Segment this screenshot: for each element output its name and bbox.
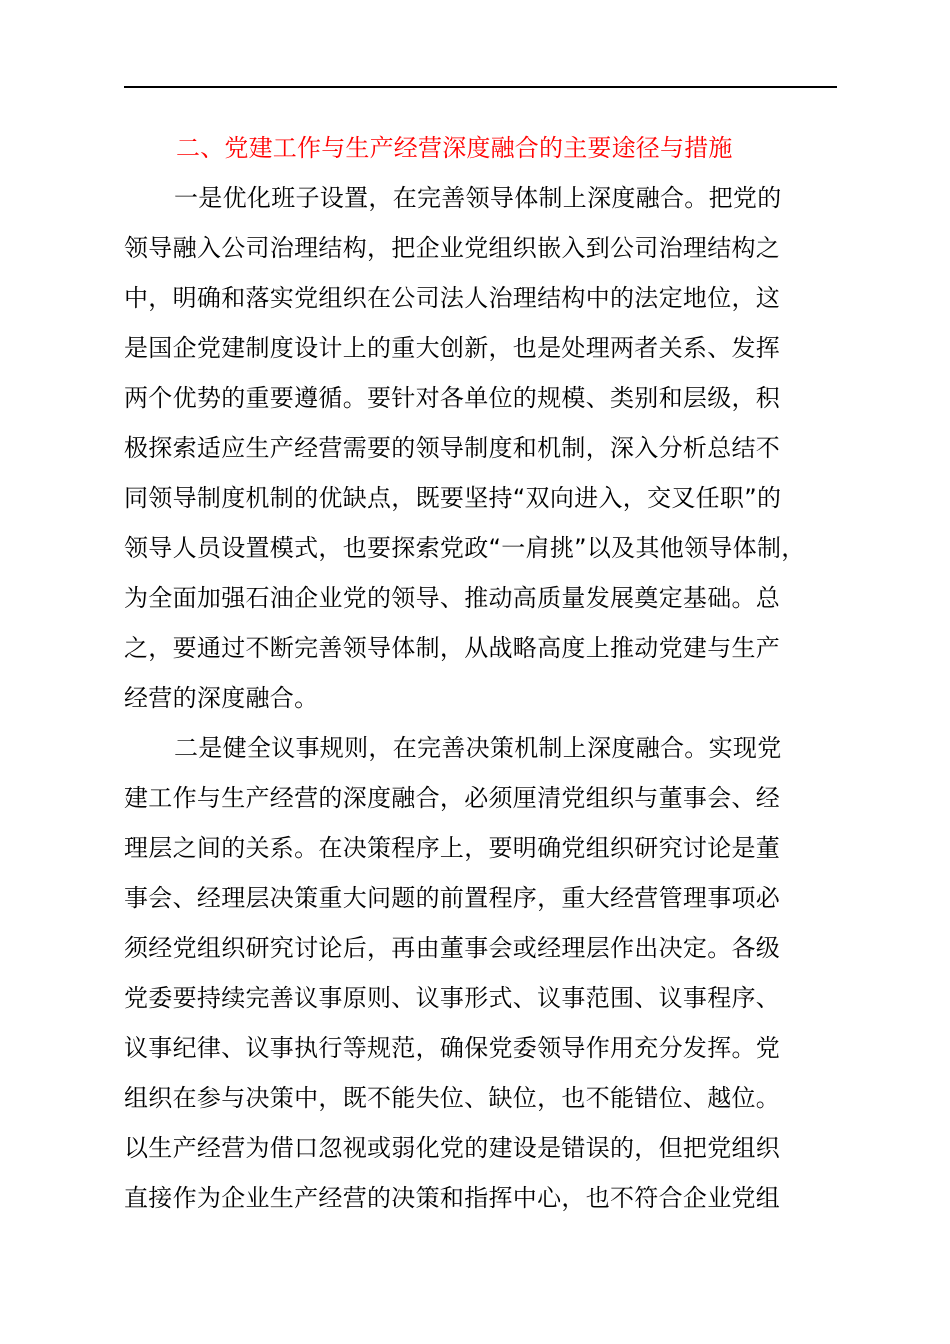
paragraph-line: 之，要通过不断完善领导体制，从战略高度上推动党建与生产 xyxy=(124,634,781,662)
paragraph-line: 以生产经营为借口忽视或弱化党的建设是错误的，但把党组织 xyxy=(124,1134,781,1162)
paragraph-line: 领导人员设置模式，也要探索党政“一肩挑”以及其他领导体制， xyxy=(124,534,806,562)
paragraph-line: 为全面加强石油企业党的领导、推动高质量发展奠定基础。总 xyxy=(124,584,781,612)
section-heading: 二、党建工作与生产经营深度融合的主要途径与措施 xyxy=(176,134,733,162)
paragraph-line: 是国企党建制度设计上的重大创新，也是处理两者关系、发挥 xyxy=(124,334,781,362)
paragraph-line: 理层之间的关系。在决策程序上，要明确党组织研究讨论是董 xyxy=(124,834,781,862)
paragraph-line: 一是优化班子设置，在完善领导体制上深度融合。把党的 xyxy=(174,184,782,212)
paragraph-line: 议事纪律、议事执行等规范，确保党委领导作用充分发挥。党 xyxy=(124,1034,781,1062)
paragraph-line: 两个优势的重要遵循。要针对各单位的规模、类别和层级，积 xyxy=(124,384,781,412)
paragraph-line: 二是健全议事规则，在完善决策机制上深度融合。实现党 xyxy=(174,734,782,762)
paragraph-line: 中，明确和落实党组织在公司法人治理结构中的法定地位，这 xyxy=(124,284,781,312)
header-divider xyxy=(124,86,837,88)
paragraph-line: 事会、经理层决策重大问题的前置程序，重大经营管理事项必 xyxy=(124,884,781,912)
paragraph-line: 建工作与生产经营的深度融合，必须厘清党组织与董事会、经 xyxy=(124,784,781,812)
paragraph-line: 极探索适应生产经营需要的领导制度和机制，深入分析总结不 xyxy=(124,434,781,462)
paragraph-line: 组织在参与决策中，既不能失位、缺位，也不能错位、越位。 xyxy=(124,1084,781,1112)
paragraph-line: 同领导制度机制的优缺点，既要坚持“双向进入，交叉任职”的 xyxy=(124,484,782,512)
paragraph-line: 直接作为企业生产经营的决策和指挥中心，也不符合企业党组 xyxy=(124,1184,781,1212)
paragraph-line: 领导融入公司治理结构，把企业党组织嵌入到公司治理结构之 xyxy=(124,234,781,262)
paragraph-line: 经营的深度融合。 xyxy=(124,684,319,712)
paragraph-line: 党委要持续完善议事原则、议事形式、议事范围、议事程序、 xyxy=(124,984,781,1012)
paragraph-line: 须经党组织研究讨论后，再由董事会或经理层作出决定。各级 xyxy=(124,934,781,962)
